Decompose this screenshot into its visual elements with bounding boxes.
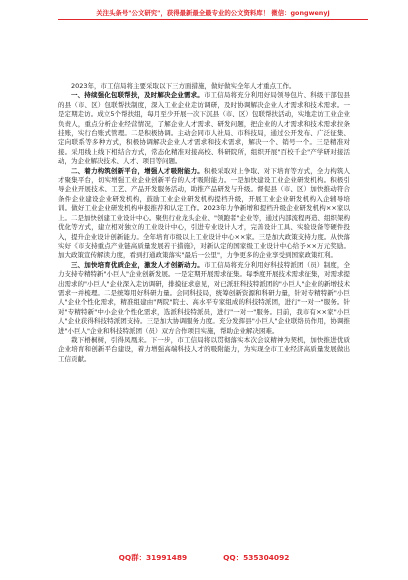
section-heading: 二、着力构筑创新平台，增强人才吸附能力。 xyxy=(71,166,204,175)
paragraph-text: 市工信局将充分利用好局领导包片、科级干部包县的县（市、区）包联帮扶制度，深入工业企业走访调研，及时协调解决企业人才需求和技术需求。一是定期走访。成立5个帮扶组，每月至少开展一次下沉县（市、区）包联帮扶活动，实地走访工业企业负责人，重点分析企业经营情况，了解企业人才需求、研发问题，把企业的人才需求和技术需求拉条挂账，实行台账式管理。二是积极协调。主动会同市人社局、市科技局，通过公开发布、广泛征集、定向联系等多种方式，积极协调解决企业人才需求和技术需求，解决一个、销号一个。三是精准对接。采用线上线下相结合方式，常态化精准对接高校、科研院所，组织开展"百校千企"产学研对接活动，为企业解决技术、人才、项目等问题。 xyxy=(58,91,351,166)
header-banner: 关注头条号"公文研究"，获得最新最全最专业的公文资料库！ 微信：gongwenyj xyxy=(96,9,330,17)
paragraph-conclusion xyxy=(58,336,350,364)
footer-qq-group: QQ群：31991489 xyxy=(118,553,188,562)
footer-contact xyxy=(0,552,408,563)
paragraph-section-3 xyxy=(58,261,350,336)
paragraph-text: 栽下梧桐树，引得凤凰来。下一步，市工信局将以贯彻落实本次会议精神为契机，加快推进优质企业培育和创新平台建设，着力增强高端科技人才的吸附能力，为实现全市工业经济高质量发展做出工信贡献。 xyxy=(58,335,350,363)
footer-qq: QQ：535304092 xyxy=(223,553,290,562)
section-heading: 一、持续强化包联帮扶，及时解决企业需求。 xyxy=(71,91,204,100)
section-heading: 三、加快培育优质企业，激发人才创新动力。 xyxy=(71,260,204,269)
paragraph-text: 2023年，市工信局将主要采取以下三方面措施，做好做实全年人才重点工作。 xyxy=(71,82,296,90)
paragraph-text: 积极采取对上争取、对下培育等方式，全力构筑人才聚集平台，切实增强工业企业创新平台的人才吸附能力。一是加快建设工业企业研发机构。积极引导企业开展技术、工艺、产品开发服务活动，助推产品研发与升级。督促县（市、区）加快推动符合条件企业建设企业研发机构，鼓励工业企业研发机构提档升级，开展工业企业研发机构入企辅导培训。做好工业企业研发机构申报推荐和认定工作。2023年力争新增和提档升级企业研发机构××家以上。二是加快创建工业设计中心。聚焦行业龙头企业、"领跑者"企业等，通过内部流程再造、组织架构优化等方式，建立相对独立的工业设计中心，引进专业设计人才，完善设计工具、实验设备等硬件投入，提升企业设计创新能力。全年培育市级以上工业设计中心××家。三是加大政策支持力度。从快落实好《市支持重点产业链高质量发展若干措施》，对新认定的国家级工业设计中心给予××万元奖励。加大政策宣传解读力度，看到打通政策落实"最后一公里"，力争更多的企业享受到国家政策红利。 xyxy=(58,166,351,260)
paragraph-section-2 xyxy=(58,167,350,261)
paragraph-intro xyxy=(58,82,350,91)
document-body xyxy=(58,82,350,364)
paragraph-text: 市工信局将充分利用好科技特派团（员）制度，全力支持专精特新"小巨人"企业创新发展。一是定期开展需求征集。每季度开展技术需求征集，对需求提出需求的"小巨人"企业深入走访调研，排摸征求意见，对已派驻科技特派团的"小巨人"企业的新增技术需求一并梳理。二是统筹用好科研力量。会同科技局，统筹创新资源和科研力量，针对专精特新"小巨人"企业个性化需求，精准组建由"两院"院士、高水平专家组成的科技特派团，进行"一对一"服务。针对"专精特新"中小企业个性化需求，选派科技特派员，进行"一对一"服务。目前，我市有××家"小巨人"企业获得科技特派团支持。三是加大协调服务力度。充分发挥县"小巨人"企业联络员作用，协调推进"小巨人"企业和科技特派团（员）双方合作项目实施，帮助企业解决困难。 xyxy=(58,260,351,335)
paragraph-section-1 xyxy=(58,91,350,166)
header-divider xyxy=(58,19,368,20)
